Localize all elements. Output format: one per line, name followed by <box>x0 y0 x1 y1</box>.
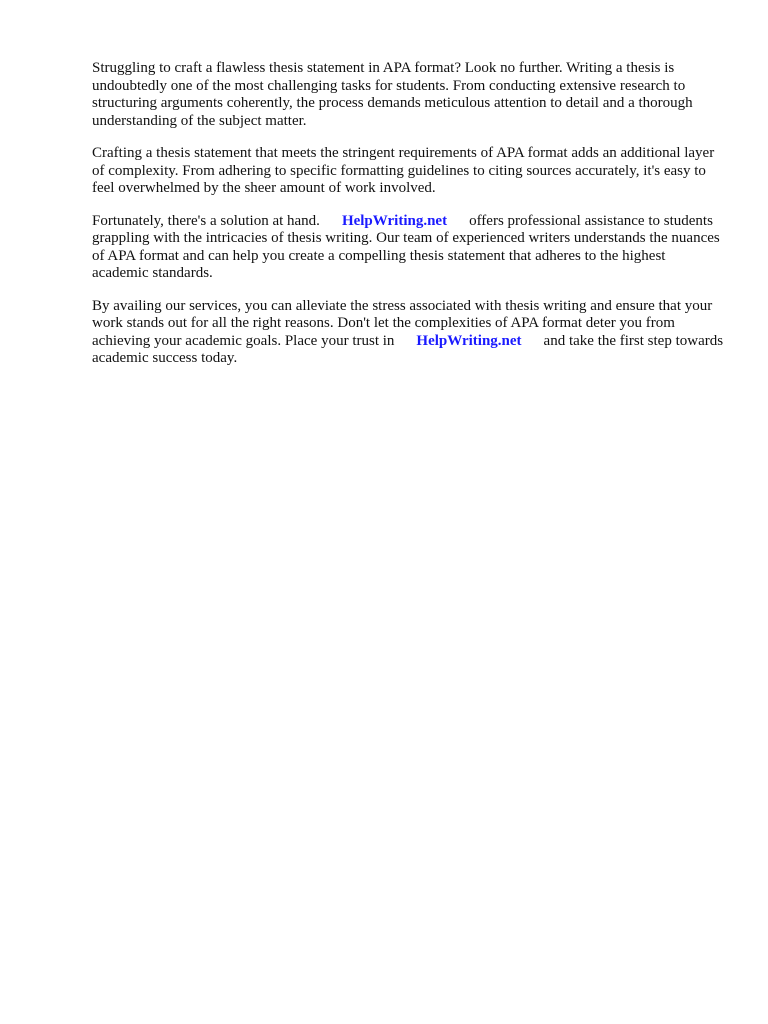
paragraph-solution-text-before: Fortunately, there's a solution at hand. <box>92 212 320 229</box>
paragraph-intro: Struggling to craft a flawless thesis statement in APA format? Look no further. Writing a thesis is undoubtedly one of the most challenging tasks for students. From conducting extensive research to structuring arguments coherently, the process demands meticulous attention to detail and a thorough understanding of the subject matter. <box>92 60 693 129</box>
paragraph-complexity: Crafting a thesis statement that meets the stringent requirements of APA format adds an additional layer of complexity. From adhering to specific formatting guidelines to citing sources accurately, it's easy to feel overwhelmed by the sheer amount of work involved. <box>92 145 715 196</box>
helpwriting-link-closing[interactable]: HelpWriting.net <box>416 332 522 349</box>
paragraph-solution <box>92 213 724 283</box>
paragraph-solution-text-after: offers professional assistance to students grappling with the intricacies of thesis writing. Our team of experienced writers understands the nuances of APA format and can help you create a compelling thesis statement that adheres to the highest academic standards. <box>92 212 720 281</box>
helpwriting-link[interactable]: HelpWriting.net <box>341 212 448 229</box>
paragraph-closing-text-before: By availing our services, you can alleviate the stress associated with thesis writing and ensure that your work stands out for all the right reasons. Don't let the complexities of APA format deter you from achieving your academic goals. Place your trust in <box>92 297 713 349</box>
paragraph-closing-text-after: and take the first step towards academic success today. <box>92 332 724 366</box>
paragraph-closing <box>92 298 724 368</box>
